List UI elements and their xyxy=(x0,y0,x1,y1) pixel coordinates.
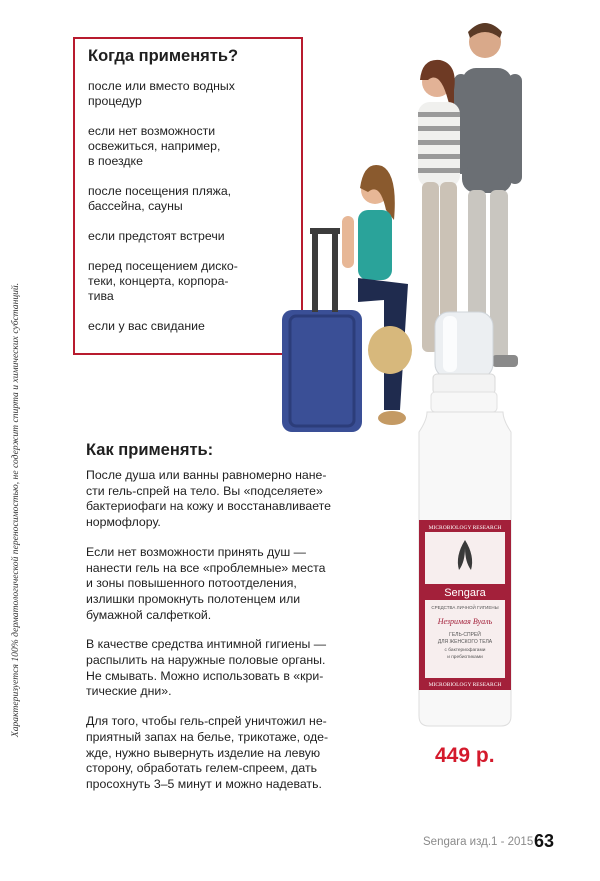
how-paragraph: После душа или ванны равномерно нане- сти гель-спрей на тело. Вы «подселяете» бактериофаги на кожу и восстанавливаете нормофлору. xyxy=(86,468,331,530)
label-tagline: СРЕДСТВА ЛИЧНОЙ ГИГИЕНЫ xyxy=(431,605,499,610)
label-band-bottom: MICROBIOLOGY RESEARCH xyxy=(428,682,502,688)
when-item: если нет возможности освежиться, например, в поездке xyxy=(88,124,221,168)
how-to-apply-section xyxy=(86,441,376,807)
label-band-top: MICROBIOLOGY RESEARCH xyxy=(428,525,502,531)
label-line: и пребиотиками xyxy=(447,655,483,660)
when-item: после или вместо водных процедур xyxy=(88,79,235,108)
product-bottle-image xyxy=(405,300,525,730)
footer-issue: Sengara изд.1 - 2015 xyxy=(423,836,534,848)
price-tag: 449 р. xyxy=(435,744,495,767)
page-number: 63 xyxy=(534,831,555,851)
when-item: после посещения пляжа, бассейна, сауны xyxy=(88,184,232,213)
label-brand: Sengara xyxy=(444,587,486,599)
label-line: с бактериофагами xyxy=(444,648,486,653)
when-item: перед посещением диско- теки, концерта, корпора- тива xyxy=(88,259,238,303)
when-title: Когда применять? xyxy=(88,47,239,65)
when-to-apply-box xyxy=(73,37,303,355)
how-paragraph: В качестве средства интимной гигиены — распылить на наружные половые органы. Не смывать. Можно использовать в «кри- тические дни». xyxy=(86,637,327,699)
how-title: Как применять: xyxy=(86,441,214,459)
label-line: ДЛЯ ЖЕНСКОГО ТЕЛА xyxy=(437,639,493,645)
how-paragraph: Если нет возможности принять душ — нанести гель на все «проблемные» места и зоны повышенного потоотделения, излишки промокнуть полотенцем или бумажной салфеткой. xyxy=(86,544,326,622)
how-paragraph: Для того, чтобы гель-спрей уничтожил не- приятный запах на белье, трикотаже, оде- жде, нужно вывернуть изделие на левую сторону, обработать гелем-спреем, дать просохнуть 3–5 минут и можно надевать. xyxy=(86,714,329,791)
label-line: ГЕЛЬ-СПРЕЙ xyxy=(449,632,481,638)
when-item: если предстоят встречи xyxy=(88,229,225,243)
side-disclaimer: Характеризуется 100% дерматологической переносимостью, не содержит спирта и химических субстанций. xyxy=(10,282,21,738)
when-item: если у вас свидание xyxy=(88,319,205,333)
label-script-name: Незримая Вуаль xyxy=(437,617,493,626)
